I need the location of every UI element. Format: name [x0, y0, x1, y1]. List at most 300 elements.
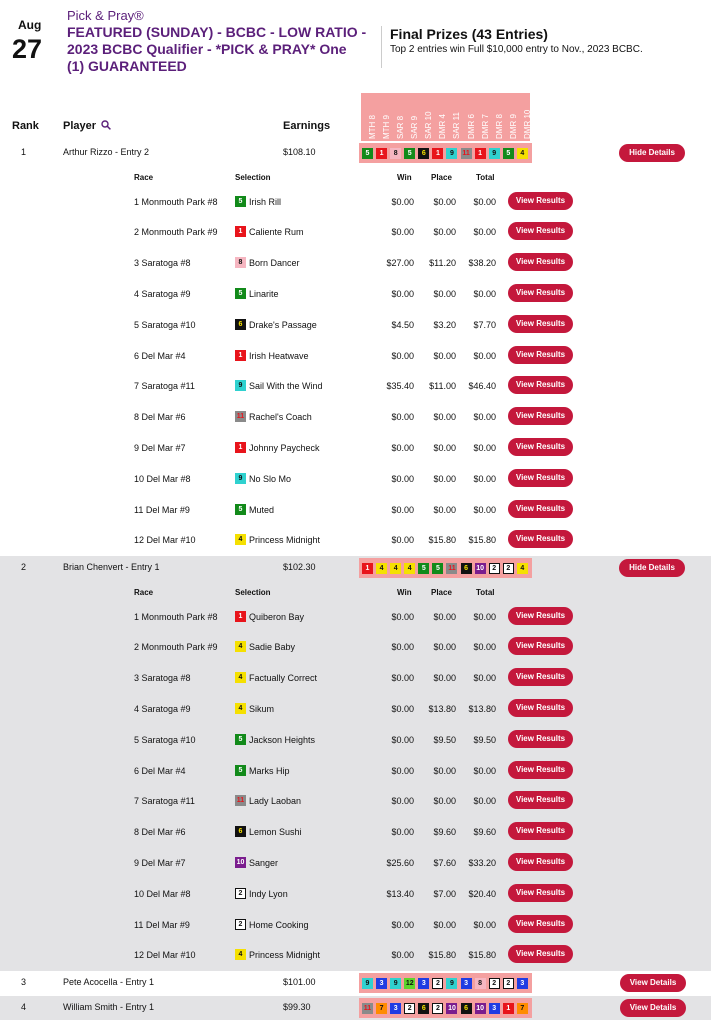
- pick-program-number: 6: [418, 1003, 429, 1014]
- detail-row: [0, 817, 711, 848]
- view-details-button[interactable]: View Details: [620, 974, 686, 992]
- detail-race: 11 Del Mar #9: [134, 504, 190, 515]
- detail-row: [0, 786, 711, 817]
- pick-program-number: 7: [517, 1003, 528, 1014]
- detail-race: 8 Del Mar #6: [134, 412, 186, 423]
- pick-program-number: 3: [489, 1003, 500, 1014]
- detail-race: 9 Del Mar #7: [134, 858, 186, 868]
- win-amount: $0.00: [391, 642, 414, 653]
- place-amount: $11.20: [429, 258, 456, 269]
- total-amount: $0.00: [473, 504, 496, 515]
- place-amount: $15.80: [428, 535, 456, 546]
- date-month: Aug: [18, 18, 42, 32]
- pick-program-number: 8: [390, 148, 401, 159]
- pick-program-number: 9: [362, 978, 373, 989]
- selection-program-number: 1: [235, 442, 246, 453]
- pick-program-number: 3: [517, 978, 528, 989]
- view-results-button[interactable]: View Results: [508, 945, 573, 963]
- entry-player-name: William Smith - Entry 1: [63, 1002, 155, 1012]
- selection-horse: Princess Midnight: [249, 950, 321, 961]
- selection-program-number: 9: [235, 473, 246, 484]
- detail-race: 7 Saratoga #11: [134, 381, 195, 392]
- win-amount: $0.00: [391, 227, 414, 238]
- pick-program-number: 2: [432, 1003, 443, 1014]
- race-column-label: MTH 9: [382, 115, 392, 139]
- detail-total-header: Total: [476, 173, 495, 182]
- race-column-header: [516, 93, 530, 141]
- place-amount: $0.00: [433, 350, 456, 361]
- detail-row: [0, 495, 711, 526]
- pick-program-number: 9: [446, 148, 457, 159]
- detail-selection-header: Selection: [235, 588, 271, 597]
- win-amount: $0.00: [391, 611, 414, 622]
- detail-row: [0, 879, 711, 910]
- place-amount: $15.80: [428, 950, 456, 961]
- pick-program-number: 1: [432, 148, 443, 159]
- view-results-button[interactable]: View Results: [508, 730, 573, 748]
- detail-row: [0, 248, 711, 279]
- detail-row: [0, 632, 711, 663]
- entry-rank: 4: [21, 1002, 27, 1012]
- selection-horse: Sanger: [249, 858, 279, 868]
- race-column-header: [445, 93, 462, 141]
- detail-row: [0, 756, 711, 787]
- pick-program-number: 7: [376, 1003, 387, 1014]
- view-results-button[interactable]: View Results: [508, 376, 573, 394]
- total-amount: $0.00: [473, 412, 496, 423]
- selection-program-number: 1: [235, 611, 246, 622]
- pick-program-number: 4: [517, 563, 528, 574]
- detail-race: 5 Saratoga #10: [134, 319, 196, 330]
- detail-row: [0, 464, 711, 495]
- selection-program-number: 4: [235, 534, 246, 545]
- view-results-button[interactable]: View Results: [508, 668, 573, 686]
- selection-program-number: 1: [235, 226, 246, 237]
- win-amount: $0.00: [391, 796, 414, 807]
- total-amount: $0.00: [473, 227, 496, 238]
- selection-program-number: 10: [236, 859, 245, 866]
- place-amount: $0.00: [433, 765, 456, 776]
- entry-player-name: Arthur Rizzo - Entry 2: [63, 147, 150, 157]
- place-amount: $0.00: [433, 227, 456, 238]
- view-results-button[interactable]: View Results: [508, 791, 573, 809]
- pick-program-number: 4: [390, 563, 401, 574]
- detail-race: 1 Monmouth Park #8: [134, 611, 218, 622]
- view-results-button[interactable]: View Results: [508, 407, 573, 425]
- pick-program-number: 2: [489, 563, 500, 574]
- picks-strip: [359, 973, 532, 993]
- win-amount: $4.50: [391, 319, 414, 330]
- entry-earnings: $99.30: [283, 1002, 311, 1012]
- earnings-header: Earnings: [283, 120, 331, 132]
- entry-earnings: $108.10: [283, 147, 316, 157]
- pick-program-number: 6: [461, 563, 472, 574]
- selection-horse: Factually Correct: [249, 673, 318, 684]
- pick-program-number: 11: [448, 564, 456, 572]
- hide-details-button[interactable]: Hide Details: [619, 559, 685, 577]
- race-column-label: DMR 8: [494, 114, 504, 139]
- selection-horse: Johnny Paycheck: [249, 443, 320, 453]
- date-day: 27: [12, 34, 43, 64]
- contest-brand: Pick & Pray®: [67, 8, 144, 23]
- place-amount: $0.00: [433, 196, 456, 207]
- pick-program-number: 5: [432, 563, 443, 574]
- win-amount: $25.60: [386, 858, 414, 868]
- total-amount: $0.00: [473, 796, 496, 807]
- contest-title: FEATURED (SUNDAY) - BCBC - LOW RATIO - 2023 BCBC Qualifier - *PICK & PRAY* One (1) GUARANTEED: [67, 24, 367, 74]
- total-amount: $0.00: [473, 642, 496, 653]
- detail-race: 2 Monmouth Park #9: [134, 227, 218, 238]
- total-amount: $7.70: [473, 319, 496, 330]
- view-details-button[interactable]: View Details: [620, 999, 686, 1017]
- detail-race: 6 Del Mar #4: [134, 765, 186, 776]
- total-amount: $0.00: [473, 673, 496, 684]
- detail-race: 6 Del Mar #4: [134, 350, 186, 361]
- detail-race: 3 Saratoga #8: [134, 258, 191, 269]
- place-amount: $7.60: [433, 858, 456, 868]
- selection-horse: Linarite: [249, 289, 279, 299]
- race-column-header: [403, 93, 420, 141]
- detail-win-header: Win: [397, 173, 412, 182]
- detail-row: [0, 279, 711, 310]
- selection-program-number: 5: [235, 504, 246, 515]
- header: [0, 0, 711, 80]
- detail-race: 4 Saratoga #9: [134, 289, 191, 299]
- entry-earnings: $102.30: [283, 562, 316, 572]
- view-results-button[interactable]: View Results: [508, 637, 573, 655]
- place-amount: $0.00: [433, 919, 456, 930]
- detail-place-header: Place: [431, 588, 452, 597]
- detail-row: [0, 402, 711, 433]
- view-results-button[interactable]: View Results: [508, 222, 573, 240]
- detail-row: [0, 694, 711, 725]
- picks-strip: [359, 143, 532, 163]
- pick-program-number: 11: [462, 149, 470, 157]
- pick-program-number: 3: [376, 978, 387, 989]
- detail-race: 10 Del Mar #8: [134, 888, 191, 899]
- detail-row: [0, 310, 711, 341]
- detail-selection-header: Selection: [235, 173, 271, 182]
- pick-program-number: 8: [475, 978, 486, 989]
- detail-race: 9 Del Mar #7: [134, 443, 186, 453]
- place-amount: $3.20: [433, 319, 456, 330]
- race-column-label: DMR 6: [466, 114, 476, 139]
- total-amount: $38.20: [468, 258, 496, 269]
- win-amount: $0.00: [391, 765, 414, 776]
- selection-horse: Lemon Sushi: [249, 827, 302, 838]
- pick-program-number: 2: [503, 563, 514, 574]
- race-column-label: DMR 4: [438, 114, 448, 139]
- view-results-button[interactable]: View Results: [508, 761, 573, 779]
- race-column-label: SAR 10: [424, 111, 434, 139]
- pick-program-number: 9: [446, 978, 457, 989]
- view-results-button[interactable]: View Results: [508, 607, 573, 625]
- detail-race-header: Race: [134, 588, 154, 597]
- race-column-label: SAR 8: [396, 115, 406, 139]
- place-amount: $11.00: [429, 381, 456, 392]
- view-results-button[interactable]: View Results: [508, 915, 573, 933]
- total-amount: $20.40: [468, 888, 496, 899]
- win-amount: $0.00: [391, 196, 414, 207]
- selection-program-number: 4: [235, 703, 246, 714]
- place-amount: $0.00: [433, 289, 456, 299]
- selection-program-number: 5: [235, 196, 246, 207]
- place-amount: $13.80: [428, 704, 456, 714]
- pick-program-number: 10: [476, 564, 485, 572]
- place-amount: $0.00: [433, 504, 456, 515]
- detail-row: [0, 371, 711, 402]
- detail-race-header: Race: [134, 173, 154, 182]
- pick-program-number: 5: [404, 148, 415, 159]
- detail-row: [0, 940, 711, 971]
- entry-row: [0, 556, 711, 580]
- selection-program-number: 5: [235, 734, 246, 745]
- pick-program-number: 5: [503, 148, 514, 159]
- search-icon[interactable]: [101, 120, 111, 130]
- total-amount: $0.00: [473, 443, 496, 453]
- view-results-button[interactable]: View Results: [508, 315, 573, 333]
- pick-program-number: 4: [404, 563, 415, 574]
- entry-row: [0, 971, 711, 995]
- pick-program-number: 3: [461, 978, 472, 989]
- detail-total-header: Total: [476, 588, 495, 597]
- detail-race: 4 Saratoga #9: [134, 704, 191, 714]
- entry-rank: 3: [21, 977, 27, 987]
- place-amount: $0.00: [433, 796, 456, 807]
- win-amount: $0.00: [391, 950, 414, 961]
- entry-details-table: [0, 165, 711, 556]
- win-amount: $0.00: [391, 919, 414, 930]
- entry-rank: 1: [21, 147, 27, 157]
- win-amount: $0.00: [391, 734, 414, 745]
- selection-program-number: 6: [235, 826, 246, 837]
- selection-program-number: 2: [235, 919, 246, 930]
- total-amount: $0.00: [473, 473, 496, 484]
- race-column-label: SAR 9: [410, 115, 420, 139]
- selection-horse: Caliente Rum: [249, 227, 304, 238]
- pick-program-number: 2: [503, 978, 514, 989]
- selection-program-number: 9: [235, 380, 246, 391]
- detail-row: [0, 187, 711, 218]
- race-column-header: [389, 93, 406, 141]
- detail-row: [0, 848, 711, 879]
- entry-row: [0, 141, 711, 165]
- selection-program-number: 8: [235, 257, 246, 268]
- detail-row: [0, 341, 711, 372]
- detail-row: [0, 725, 711, 756]
- view-results-button[interactable]: View Results: [508, 438, 573, 456]
- selection-horse: Quiberon Bay: [249, 611, 305, 622]
- pick-program-number: 9: [390, 978, 401, 989]
- race-column-label: SAR 11: [452, 112, 462, 139]
- pick-program-number: 1: [475, 148, 486, 159]
- view-results-button[interactable]: View Results: [508, 699, 573, 717]
- detail-race: 12 Del Mar #10: [134, 950, 196, 961]
- player-header: Player: [63, 120, 97, 132]
- prizes-title: Final Prizes (43 Entries): [390, 26, 548, 42]
- entry-earnings: $101.00: [283, 977, 316, 987]
- total-amount: $0.00: [473, 765, 496, 776]
- pick-program-number: 6: [418, 148, 429, 159]
- total-amount: $9.60: [473, 827, 496, 838]
- pick-program-number: 9: [489, 148, 500, 159]
- selection-horse: Rachel's Coach: [249, 412, 312, 423]
- win-amount: $0.00: [391, 827, 414, 838]
- detail-row: [0, 525, 711, 556]
- prizes-subtitle: Top 2 entries win Full $10,000 entry to Nov., 2023 BCBC.: [390, 44, 643, 55]
- total-amount: $15.80: [468, 535, 496, 546]
- win-amount: $0.00: [391, 504, 414, 515]
- win-amount: $13.40: [386, 888, 414, 899]
- win-amount: $0.00: [391, 473, 414, 484]
- picks-strip: [359, 558, 532, 578]
- place-amount: $0.00: [433, 611, 456, 622]
- view-results-button[interactable]: View Results: [508, 469, 573, 487]
- detail-row: [0, 602, 711, 633]
- race-column-headers: [361, 93, 530, 141]
- view-results-button[interactable]: View Results: [508, 346, 573, 364]
- selection-program-number: 4: [235, 672, 246, 683]
- place-amount: $0.00: [433, 642, 456, 653]
- selection-horse: No Slo Mo: [249, 473, 292, 484]
- selection-horse: Sail With the Wind: [249, 381, 323, 392]
- pick-program-number: 4: [376, 563, 387, 574]
- view-results-button[interactable]: View Results: [508, 822, 573, 840]
- selection-horse: Born Dancer: [249, 258, 300, 269]
- view-results-button[interactable]: View Results: [508, 853, 573, 871]
- win-amount: $0.00: [391, 535, 414, 546]
- selection-horse: Sikum: [249, 704, 275, 714]
- race-column-header: [502, 93, 516, 141]
- detail-place-header: Place: [431, 173, 452, 182]
- total-amount: $33.20: [468, 858, 496, 868]
- pick-program-number: 3: [390, 1003, 401, 1014]
- pick-program-number: 2: [432, 978, 443, 989]
- selection-horse: Princess Midnight: [249, 535, 321, 546]
- selection-horse: Lady Laoban: [249, 796, 302, 807]
- detail-race: 12 Del Mar #10: [134, 535, 196, 546]
- pick-program-number: 10: [448, 1004, 456, 1012]
- detail-race: 2 Monmouth Park #9: [134, 642, 218, 653]
- place-amount: $7.00: [433, 888, 456, 899]
- race-column-header: [460, 93, 474, 141]
- detail-row: [0, 433, 711, 464]
- total-amount: $46.40: [468, 381, 496, 392]
- total-amount: $0.00: [473, 289, 496, 299]
- selection-horse: Indy Lyon: [249, 888, 288, 899]
- race-column-label: DMR 9: [508, 114, 518, 139]
- selection-horse: Home Cooking: [249, 919, 309, 930]
- view-results-button[interactable]: View Results: [508, 884, 573, 902]
- view-results-button[interactable]: View Results: [508, 253, 573, 271]
- win-amount: $0.00: [391, 704, 414, 714]
- selection-program-number: 5: [235, 288, 246, 299]
- pick-program-number: 2: [489, 978, 500, 989]
- place-amount: $0.00: [433, 473, 456, 484]
- total-amount: $0.00: [473, 196, 496, 207]
- selection-program-number: 11: [236, 413, 245, 421]
- entry-player-name: Pete Acocella - Entry 1: [63, 977, 155, 987]
- pick-program-number: 12: [405, 979, 414, 987]
- detail-row: [0, 663, 711, 694]
- selection-program-number: 4: [235, 641, 246, 652]
- hide-details-button[interactable]: Hide Details: [619, 144, 685, 162]
- total-amount: $0.00: [473, 611, 496, 622]
- race-column-header: [417, 93, 434, 141]
- selection-horse: Drake's Passage: [249, 319, 317, 330]
- selection-program-number: 2: [235, 888, 246, 899]
- rank-header: Rank: [12, 120, 39, 132]
- picks-strip: [359, 998, 532, 1018]
- selection-horse: Muted: [249, 504, 275, 515]
- view-results-button[interactable]: View Results: [508, 500, 573, 518]
- header-divider: [381, 26, 382, 68]
- selection-program-number: 5: [235, 765, 246, 776]
- view-results-button[interactable]: View Results: [508, 192, 573, 210]
- entry-row: [0, 996, 711, 1020]
- total-amount: $0.00: [473, 919, 496, 930]
- pick-program-number: 5: [418, 563, 429, 574]
- pick-program-number: 1: [362, 563, 373, 574]
- race-column-label: DMR 7: [480, 114, 490, 139]
- view-results-button[interactable]: View Results: [508, 530, 573, 548]
- pick-program-number: 3: [418, 978, 429, 989]
- race-column-header: [474, 93, 488, 141]
- detail-race: 3 Saratoga #8: [134, 673, 191, 684]
- entry-rank: 2: [21, 562, 27, 572]
- total-amount: $13.80: [468, 704, 496, 714]
- total-amount: $9.50: [473, 734, 496, 745]
- detail-race: 8 Del Mar #6: [134, 827, 186, 838]
- pick-program-number: 2: [404, 1003, 415, 1014]
- win-amount: $27.00: [386, 258, 414, 269]
- detail-race: 5 Saratoga #10: [134, 734, 196, 745]
- race-column-header: [431, 93, 448, 141]
- selection-program-number: 1: [235, 350, 246, 361]
- selection-program-number: 6: [235, 319, 246, 330]
- race-column-label: DMR 10: [522, 109, 532, 139]
- win-amount: $35.40: [386, 381, 414, 392]
- pick-program-number: 4: [517, 148, 528, 159]
- total-amount: $0.00: [473, 350, 496, 361]
- detail-race: 1 Monmouth Park #8: [134, 196, 218, 207]
- place-amount: $0.00: [433, 443, 456, 453]
- detail-race: 11 Del Mar #9: [134, 919, 190, 930]
- win-amount: $0.00: [391, 673, 414, 684]
- entry-details-table: [0, 580, 711, 971]
- detail-win-header: Win: [397, 588, 412, 597]
- place-amount: $0.00: [433, 412, 456, 423]
- place-amount: $0.00: [433, 673, 456, 684]
- selection-horse: Sadie Baby: [249, 642, 296, 653]
- win-amount: $0.00: [391, 412, 414, 423]
- pick-program-number: 6: [461, 1003, 472, 1014]
- race-column-header: [375, 93, 392, 141]
- detail-row: [0, 910, 711, 941]
- place-amount: $9.50: [433, 734, 456, 745]
- selection-horse: Irish Rill: [249, 196, 282, 207]
- pick-program-number: 10: [476, 1004, 485, 1012]
- race-column-header: [361, 93, 375, 141]
- win-amount: $0.00: [391, 350, 414, 361]
- detail-row: [0, 217, 711, 248]
- detail-race: 7 Saratoga #11: [134, 796, 195, 807]
- view-results-button[interactable]: View Results: [508, 284, 573, 302]
- pick-program-number: 5: [362, 148, 373, 159]
- pick-program-number: 1: [503, 1003, 514, 1014]
- selection-horse: Marks Hip: [249, 765, 290, 776]
- entry-player-name: Brian Chenvert - Entry 1: [63, 562, 160, 572]
